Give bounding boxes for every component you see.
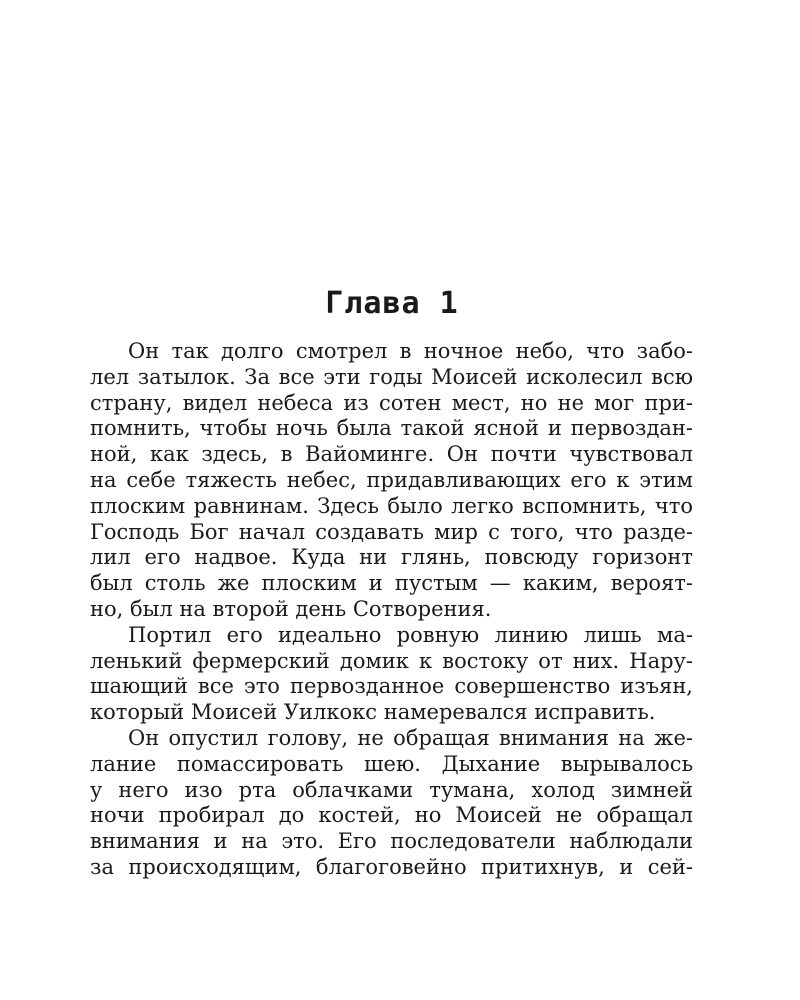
text-line: но, был на второй день Сотворения. <box>90 596 492 621</box>
text-line: лил его надвое. Куда ни глянь, повсюду горизонт <box>90 545 693 570</box>
text-line: Он опустил голову, не обращая внимания на же- <box>128 725 693 750</box>
chapter-body-text <box>90 339 693 881</box>
text-line: страну, видел небеса из сотен мест, но не мог при- <box>90 390 693 415</box>
text-line: за происходящим, благоговейно притихнув, и сей- <box>90 854 693 879</box>
text-line: на себе тяжесть небес, придавливающих его к этим <box>90 467 693 492</box>
text-line: Господь Бог начал создавать мир с того, что разде- <box>90 519 693 544</box>
text-line: лание помассировать шею. Дыхание вырывалось <box>90 751 693 776</box>
text-line: был столь же плоским и пустым — каким, вероят- <box>90 571 693 596</box>
text-line: у него изо рта облачками тумана, холод зимней <box>90 777 693 802</box>
text-line: шающий все это первозданное совершенство изъян, <box>90 674 693 699</box>
chapter-title: Глава 1 <box>325 286 459 321</box>
text-line: ночи пробирал до костей, но Моисей не обращал <box>90 803 693 828</box>
text-line: Портил его идеально ровную линию лишь ма- <box>128 622 693 647</box>
text-line: лел затылок. За все эти годы Моисей исколесил всю <box>90 364 693 389</box>
text-line: Он так долго смотрел в ночное небо, что забо- <box>128 339 693 363</box>
text-line: который Моисей Уилкокс намеревался исправить. <box>90 700 656 725</box>
text-line: внимания и на это. Его последователи наблюдали <box>90 829 693 854</box>
text-line: помнить, чтобы ночь была такой ясной и первоздан- <box>90 416 693 441</box>
text-line: плоским равнинам. Здесь было легко вспомнить, что <box>90 493 693 518</box>
text-line: ной, как здесь, в Вайоминге. Он почти чувствовал <box>90 442 693 467</box>
text-line: ленький фермерский домик к востоку от них. Нару- <box>90 648 693 673</box>
